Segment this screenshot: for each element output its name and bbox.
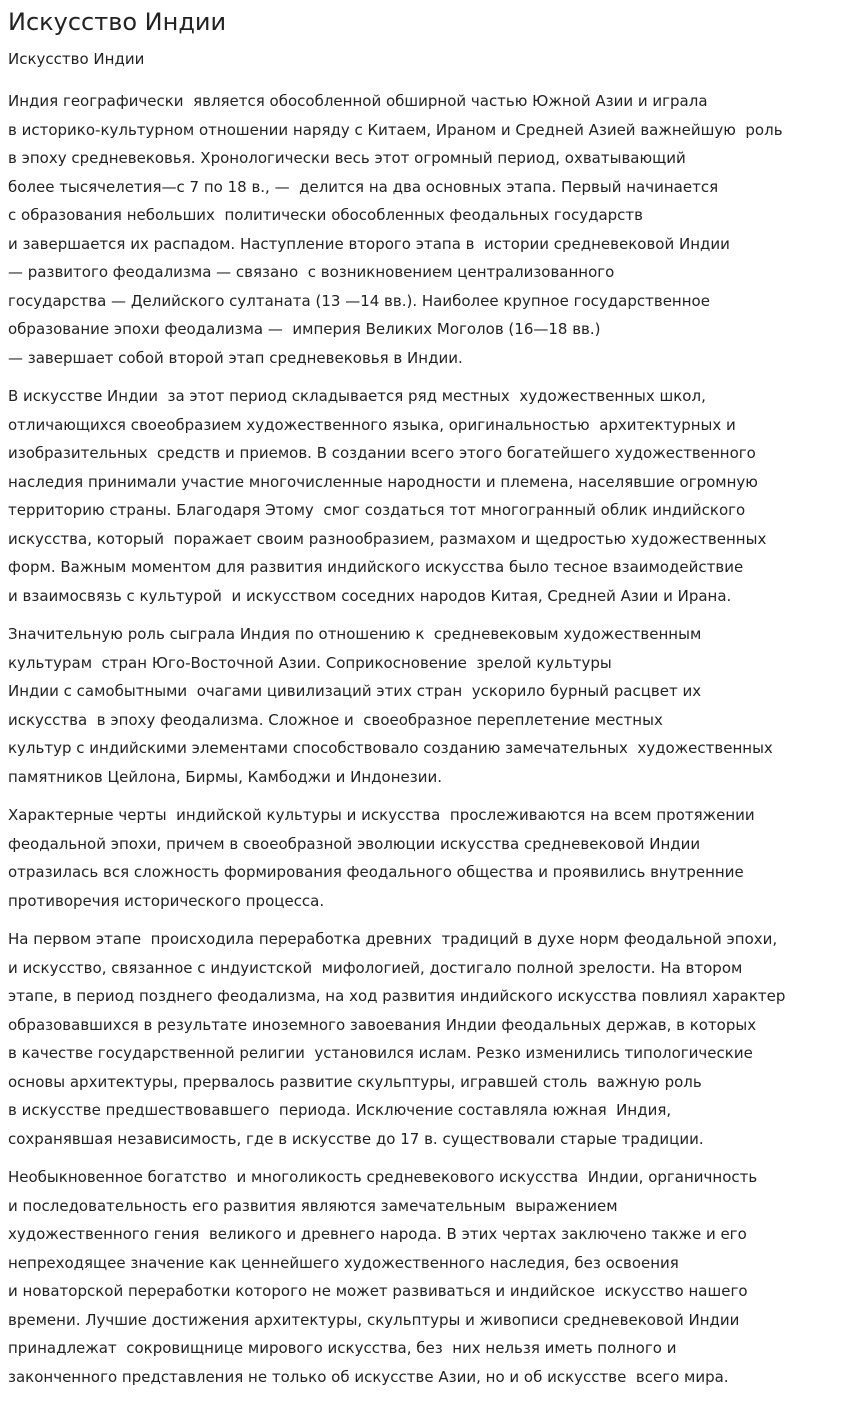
paragraph-line: территорию страны. Благодаря Этому смог создаться тот многогранный облик индийского xyxy=(8,501,746,519)
paragraph-line: основы архитектуры, прервалось развитие скульптуры, игравшей столь важную роль xyxy=(8,1072,702,1091)
page-title: Искусство Индии xyxy=(8,8,227,36)
paragraph xyxy=(8,1163,839,1391)
paragraph-line: непреходящее значение как ценнейшего художественного наследия, без освоения xyxy=(8,1253,679,1272)
paragraph-line: феодальной эпохи, причем в своеобразной эволюции искусства средневековой Индии xyxy=(8,834,701,853)
paragraph-line: Индии с самобытными очагами цивилизаций этих стран ускорило бурный расцвет их xyxy=(8,682,702,700)
paragraph xyxy=(8,620,839,791)
article-subtitle: Искусство Индии xyxy=(8,50,145,68)
paragraph-line: сохранявшая независимость, где в искусстве до 17 в. существовали старые традиции. xyxy=(8,1129,704,1148)
paragraph-line: принадлежат сокровищнице мирового искусства, без них нельзя иметь полного и xyxy=(8,1339,677,1357)
paragraph-line: и новаторской переработки которого не может развиваться и индийское искусство нашего xyxy=(8,1282,748,1300)
paragraph-line: художественного гения великого и древнего народа. В этих чертах заключено также и его xyxy=(8,1225,747,1243)
paragraph-line: — развитого феодализма — связано с возникновением централизованного xyxy=(8,263,615,281)
paragraph-line: искусства, который поражает своим разнообразием, размахом и щедростью художественных xyxy=(8,529,767,548)
paragraph-line: изобразительных средств и приемов. В создании всего этого богатейшего художественного xyxy=(8,444,756,462)
paragraph-line: и завершается их распадом. Наступление второго этапа в истории средневековой Индии xyxy=(8,234,730,253)
paragraph-line: в историко-культурном отношении наряду с Китаем, Ираном и Средней Азией важнейшую роль xyxy=(8,120,783,139)
paragraph-line: этапе, в период позднего феодализма, на ход развития индийского искусства повлиял характер xyxy=(8,987,786,1005)
paragraph-line: отличающихся своеобразием художественного языка, оригинальностью архитектурных и xyxy=(8,415,736,434)
paragraph-line: в эпоху средневековья. Хронологически весь этот огромный период, охватывающий xyxy=(8,149,686,167)
paragraph-line: На первом этапе происходила переработка древних традиций в духе норм феодальной эпохи, xyxy=(8,930,778,948)
paragraph-line: более тысячелетия—с 7 по 18 в., — делится на два основных этапа. Первый начинается xyxy=(8,177,719,196)
paragraph-line: с образования небольших политически обособленных феодальных государств xyxy=(8,206,643,224)
paragraph-line: искусства в эпоху феодализма. Сложное и своеобразное переплетение местных xyxy=(8,710,663,729)
paragraph-line: наследия принимали участие многочисленные народности и племена, населявшие огромную xyxy=(8,472,758,491)
paragraph xyxy=(8,87,839,372)
paragraph-line: законченного представления не только об искусстве Азии, но и об искусстве всего мира. xyxy=(8,1367,729,1386)
paragraph-line: образование эпохи феодализма — империя Великих Моголов (16—18 вв.) xyxy=(8,320,601,338)
paragraph xyxy=(8,801,839,915)
paragraph xyxy=(8,382,839,610)
paragraph-line: в искусстве предшествовавшего периода. Исключение составляла южная Индия, xyxy=(8,1101,672,1119)
paragraph-line: государства — Делийского султаната (13 —14 вв.). Наиболее крупное государственное xyxy=(8,291,710,310)
paragraph-line: культурам стран Юго-Восточной Азии. Соприкосновение зрелой культуры xyxy=(8,653,612,672)
paragraph-line: — завершает собой второй этап средневековья в Индии. xyxy=(8,348,463,367)
paragraph-line: культур с индийскими элементами способствовало созданию замечательных художественных xyxy=(8,739,773,757)
paragraph-line: В искусстве Индии за этот период складывается ряд местных художественных школ, xyxy=(8,387,706,405)
paragraph-line: Необыкновенное богатство и многоликость средневекового искусства Индии, органичность xyxy=(8,1168,758,1186)
paragraph-line: противоречия исторического процесса. xyxy=(8,891,325,910)
paragraph-line: в качестве государственной религии установился ислам. Резко изменились типологические xyxy=(8,1044,753,1062)
paragraph xyxy=(8,925,839,1153)
paragraph-line: времени. Лучшие достижения архитектуры, скульптуры и живописи средневековой Индии xyxy=(8,1310,740,1329)
paragraph-line: Характерные черты индийской культуры и искусства прослеживаются на всем протяжении xyxy=(8,806,755,824)
paragraph-line: Индия географически является обособленной обширной частью Южной Азии и играла xyxy=(8,92,708,110)
paragraph-line: отразилась вся сложность формирования феодального общества и проявились внутренние xyxy=(8,863,744,881)
paragraph-line: образовавшихся в результате иноземного завоевания Индии феодальных держав, в которых xyxy=(8,1015,757,1034)
paragraph-line: и искусство, связанное с индуистской мифологией, достигало полной зрелости. На втором xyxy=(8,958,743,977)
paragraph-line: Значительную роль сыграла Индия по отношению к средневековым художественным xyxy=(8,625,702,643)
article-body xyxy=(8,87,839,1391)
paragraph-line: памятников Цейлона, Бирмы, Камбоджи и Индонезии. xyxy=(8,767,443,786)
paragraph-line: и взаимосвязь с культурой и искусством соседних народов Китая, Средней Азии и Ирана. xyxy=(8,586,732,605)
paragraph-line: и последовательность его развития являются замечательным выражением xyxy=(8,1196,618,1215)
paragraph-line: форм. Важным моментом для развития индийского искусства было тесное взаимодействие xyxy=(8,558,744,576)
